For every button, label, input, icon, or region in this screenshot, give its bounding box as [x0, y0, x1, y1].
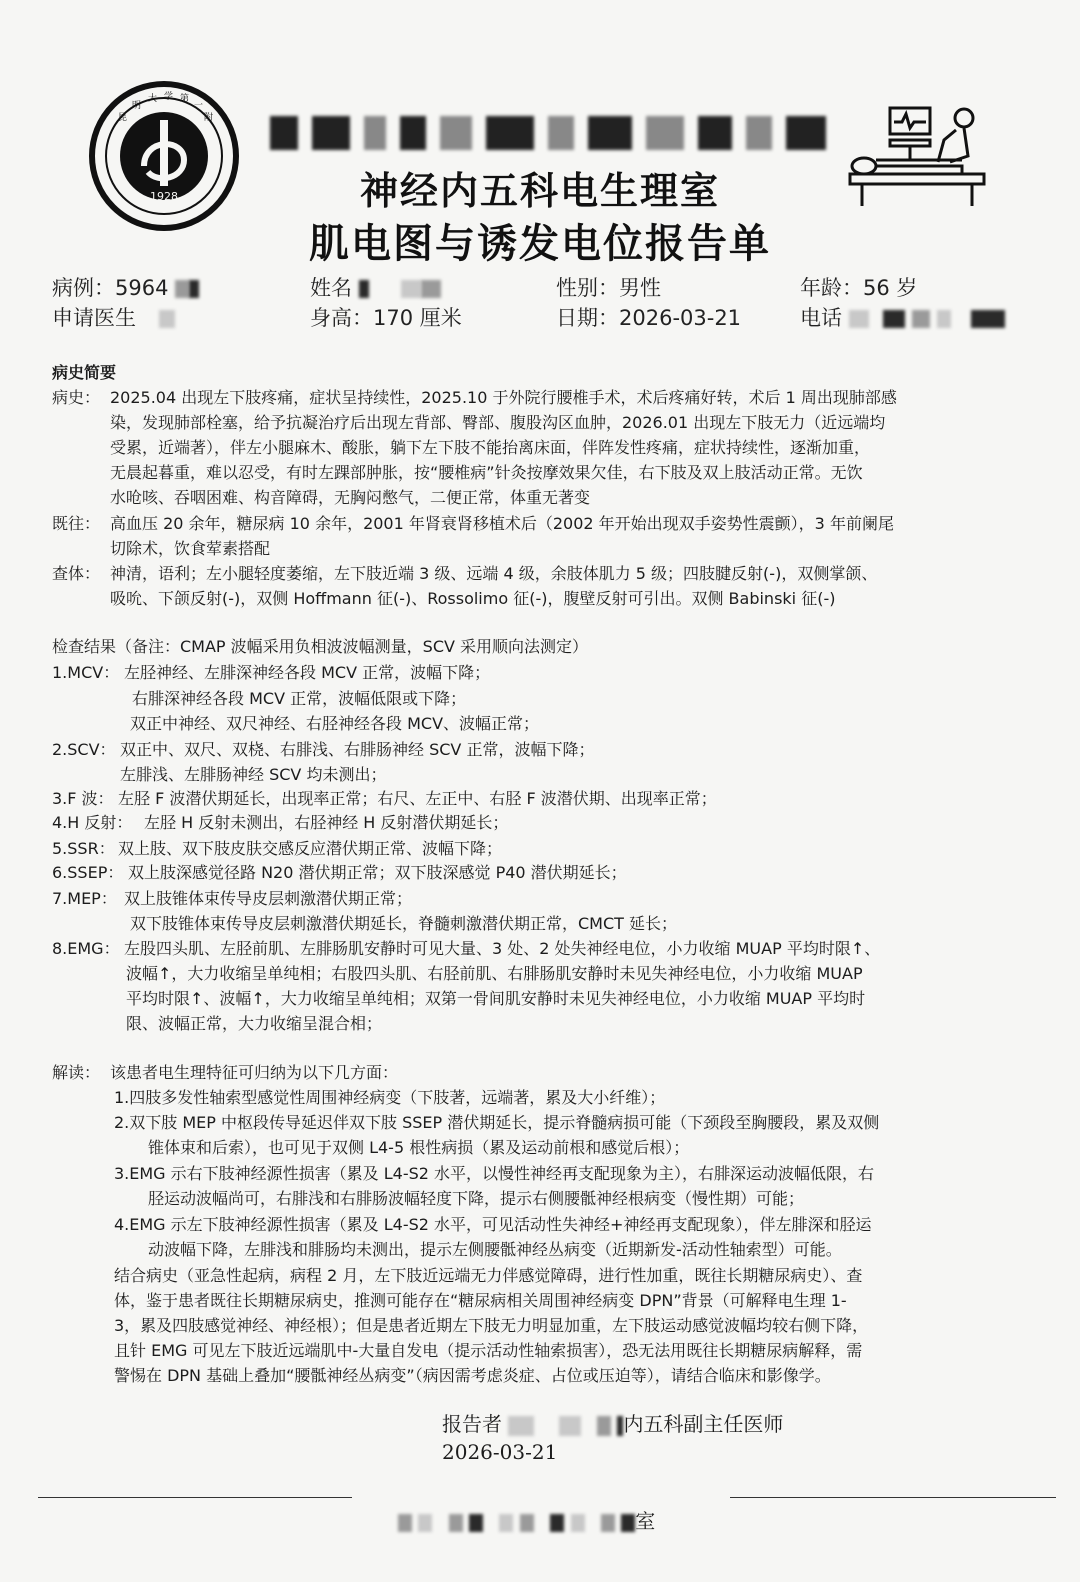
interpretation-point-3-line-1: 3.EMG 示右下肢神经源性损害（累及 L4-S2 水平，以慢性神经再支配现象为主），右腓深运动波幅低限，右	[114, 1164, 875, 1183]
ssr-line: 双上肢、双下肢皮肤交感反应潜伏期正常、波幅下降；	[118, 839, 503, 858]
interpretation-point-1: 1.四肢多发性轴索型感觉性周围神经病变（下肢著，远端著，累及大小纤维）；	[114, 1088, 666, 1107]
history-line-5: 水呛咳、吞咽困难、构音障碍，无胸闷憋气，二便正常，体重无著变	[110, 488, 591, 507]
svg-text:一: 一	[194, 101, 204, 111]
mep-line-2: 双下肢锥体束传导皮层刺激潜伏期延长，脊髓刺激潜伏期正常，CMCT 延长；	[130, 914, 678, 933]
interpretation-point-2-line-1: 2.双下肢 MEP 中枢段传导延迟伴双下肢 SSEP 潜伏期延长，提示脊髓病损可能（下颈段至胸腰段，累及双侧	[114, 1113, 880, 1132]
patient-name: 姓名	[310, 272, 441, 302]
svg-text:昆: 昆	[118, 113, 128, 123]
emg-line-2: 波幅↑，大力收缩呈单纯相；右股四头肌、右胫前肌、右腓肠肌安静时未见失神经电位，小力收缩 MUAP	[126, 964, 863, 983]
requesting-doctor: 申请医生	[52, 302, 175, 332]
interpretation-point-4-line-2: 动波幅下降，左腓浅和腓肠均未测出，提示左侧腰骶神经丛病变（近期新发-活动性轴索型）可能。	[148, 1240, 842, 1259]
interpretation-summary-line-5: 警惕在 DPN 基础上叠加“腰骶神经丛病变”（病因需考虑炎症、占位或压迫等），请结合临床和影像学。	[114, 1366, 831, 1385]
history-line-4: 无晨起暮重，难以忍受，有时左踝部肿胀，按“腰椎病”针灸按摩效果欠佳，右下肢及双上肢活动正常。无饮	[110, 463, 863, 482]
patient-gender: 性别：男性	[556, 276, 661, 300]
signature-date: 2026-03-21	[442, 1440, 558, 1464]
svg-text:大: 大	[148, 94, 158, 104]
patient-phone: 电话	[800, 302, 1005, 332]
ssep-label: 6.SSEP：	[52, 863, 124, 882]
mcv-line-1: 左胫神经、左腓深神经各段 MCV 正常，波幅下降；	[124, 663, 491, 682]
svg-text:学: 学	[164, 92, 174, 102]
report-title-line2: 肌电图与诱发电位报告单	[309, 220, 771, 267]
mcv-label: 1.MCV：	[52, 663, 120, 682]
emg-line-4: 限、波幅正常，大力收缩呈混合相；	[126, 1014, 383, 1033]
scv-line-2: 左腓浅、左腓肠神经 SCV 均未测出；	[120, 765, 387, 784]
history-line-1: 2025.04 出现左下肢疼痛，症状呈持续性，2025.10 于外院行腰椎手术，术后疼痛好转，术后 1 周出现肺部感	[110, 388, 897, 407]
history-label: 病史：	[52, 388, 101, 407]
report-date: 日期：2026-03-21	[556, 306, 742, 330]
interpretation-summary-line-2: 体，鉴于患者既往长期糖尿病史，推测可能存在“糖尿病相关周围神经病变 DPN”背景（可解释电生理 1-	[114, 1291, 847, 1310]
interpretation-label: 解读：	[52, 1063, 101, 1082]
patient-height: 身高：170 厘米	[310, 306, 462, 330]
mcv-line-2: 右腓深神经各段 MCV 正常，波幅低限或下降；	[132, 689, 467, 708]
scv-label: 2.SCV：	[52, 740, 116, 759]
case-number: 病例：5964	[52, 272, 199, 302]
exam-line-2: 吸吮、下颌反射(-)，双侧 Hoffmann 征(-)、Rossolimo 征(-)，腹壁反射可引出。双侧 Babinski 征(-)	[110, 589, 836, 608]
patient-age: 年龄：56 岁	[800, 276, 918, 300]
emg-line-1: 左股四头肌、左胫前肌、左腓肠肌安静时可见大量、3 处、2 处失神经电位，小力收缩 MUAP 平均时限↑、	[124, 939, 881, 958]
report-title-line1: 神经内五科电生理室	[359, 168, 720, 213]
redacted-hospital-name	[270, 112, 850, 154]
interpretation-intro: 该患者电生理特征可归纳为以下几方面：	[110, 1063, 399, 1082]
svg-text:第: 第	[180, 94, 190, 104]
history-line-2: 染，发现肺部栓塞，给予抗凝治疗后出现左背部、臀部、腹股沟区血肿，2026.01 出现左下肢无力（近远端均	[110, 413, 886, 432]
reporter: 报告者 内五科副主任医师	[442, 1412, 784, 1436]
f-wave-line: 左胫 F 波潜伏期延长，出现率正常；右尺、左正中、右胫 F 波潜伏期、出现率正常；	[118, 789, 717, 808]
f-wave-label: 3.F 波：	[52, 789, 114, 808]
emg-patient-illustration	[842, 100, 992, 210]
footer-department: 室	[398, 1505, 655, 1534]
mep-line-1: 双上肢锥体束传导皮层刺激潜伏期正常；	[124, 889, 413, 908]
exam-label: 查体：	[52, 564, 101, 583]
scv-line-1: 双正中、双尺、双桡、右腓浅、右腓肠神经 SCV 正常，波幅下降；	[120, 740, 595, 759]
past-history-line-2: 切除术，饮食荤素搭配	[110, 539, 271, 558]
footer-rule-left	[38, 1497, 352, 1498]
history-heading: 病史简要	[52, 363, 117, 382]
svg-text:明: 明	[132, 101, 142, 111]
h-reflex-line: 左胫 H 反射未测出，右胫神经 H 反射潜伏期延长；	[144, 813, 509, 832]
history-line-3: 受累，近端著），伴左小腿麻木、酸胀，躺下左下肢不能抬离床面，伴阵发性疼痛，症状持续性，逐渐加重，	[110, 438, 871, 457]
mcv-line-3: 双正中神经、双尺神经、右胫神经各段 MCV、波幅正常；	[130, 714, 540, 733]
interpretation-summary-line-1: 结合病史（亚急性起病，病程 2 月，左下肢近远端无力伴感觉障碍，进行性加重，既往长期糖尿病史）、查	[114, 1266, 863, 1285]
ssr-label: 5.SSR：	[52, 839, 115, 858]
emg-line-3: 平均时限↑、波幅↑，大力收缩呈单纯相；双第一骨间肌安静时未见失神经电位，小力收缩 MUAP 平均时	[126, 989, 866, 1008]
exam-line-1: 神清，语利；左小腿轻度萎缩，左下肢近端 3 级、远端 4 级，余肢体肌力 5 级；四肢腱反射(-)，双侧掌颌、	[110, 564, 878, 583]
results-heading: 检查结果（备注：CMAP 波幅采用负相波波幅测量，SCV 采用顺向法测定）	[52, 637, 589, 656]
interpretation-point-3-line-2: 胫运动波幅尚可，右腓浅和右腓肠波幅轻度下降，提示右侧腰骶神经根病变（慢性期）可能；	[148, 1189, 805, 1208]
past-history-line-1: 高血压 20 余年，糖尿病 10 余年，2001 年肾衰肾移植术后（2002 年开始出现双手姿势性震颤），3 年前阑尾	[110, 514, 894, 533]
emg-label: 8.EMG：	[52, 939, 120, 958]
interpretation-point-4-line-1: 4.EMG 示左下肢神经源性损害（累及 L4-S2 水平，可见活动性失神经+神经再支配现象），伴左腓深和胫运	[114, 1215, 872, 1234]
logo-year: 1928	[150, 190, 178, 203]
h-reflex-label: 4.H 反射：	[52, 813, 133, 832]
mep-label: 7.MEP：	[52, 889, 117, 908]
interpretation-point-2-line-2: 锥体束和后索），也可见于双侧 L4-5 根性病损（累及运动前根和感觉后根）；	[148, 1138, 690, 1157]
interpretation-summary-line-4: 且针 EMG 可见左下肢近远端肌中-大量自发电（提示活动性轴索损害），恐无法用既往长期糖尿病解释，需	[114, 1341, 863, 1360]
svg-text:附: 附	[204, 113, 214, 123]
footer-rule-right	[730, 1497, 1056, 1498]
hospital-logo	[88, 80, 240, 232]
ssep-line: 双上肢深感觉径路 N20 潜伏期正常；双下肢深感觉 P40 潜伏期延长；	[128, 863, 627, 882]
interpretation-summary-line-3: 3，累及四肢感觉神经、神经根）；但是患者近期左下肢无力明显加重，左下肢运动感觉波幅均较右侧下降，	[114, 1316, 869, 1335]
past-history-label: 既往：	[52, 514, 101, 533]
